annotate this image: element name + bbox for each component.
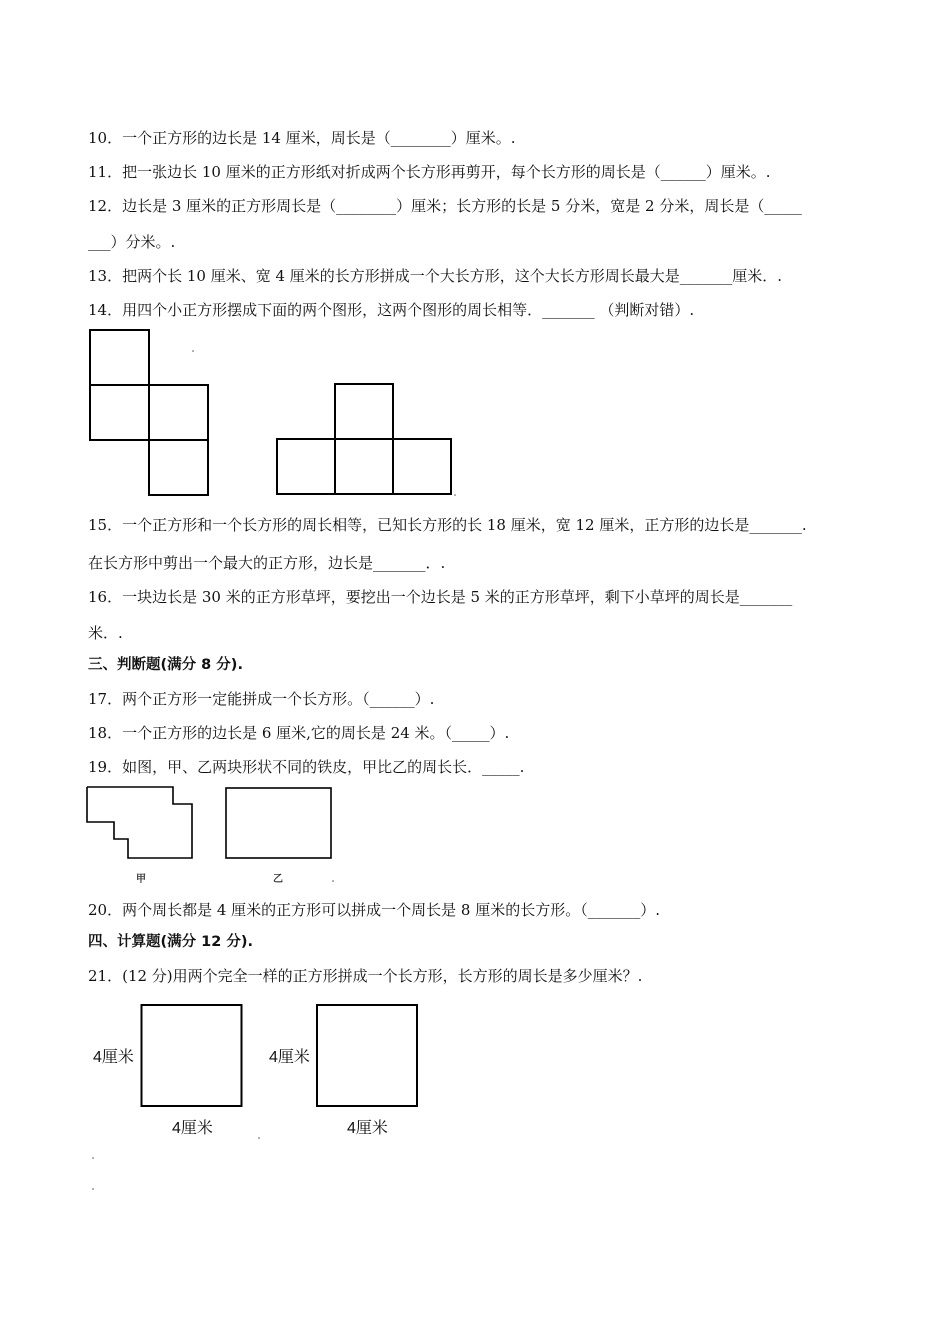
- shape-jia: [87, 787, 192, 858]
- paragraph-marks: [85, 1130, 275, 1200]
- left-shape-square-4: [149, 440, 208, 495]
- question-18: 18．一个正方形的边长是 6 厘米,它的周长是 24 米。（_____）.: [88, 724, 510, 742]
- question-16-line-1: 16．一块边长是 30 米的正方形草坪，要挖出一个边长是 5 米的正方形草坪，剩下小草坪的周长是_______: [88, 588, 793, 606]
- question-15-line-1: 15．一个正方形和一个长方形的周长相等，已知长方形的长 18 厘米，宽 12 厘米，正方形的边长是_______.: [88, 516, 807, 534]
- question-19: 19．如图，甲、乙两块形状不同的铁皮，甲比乙的周长长．_____.: [88, 758, 525, 776]
- square-2-side-label: 4厘米: [269, 1049, 310, 1066]
- question-20: 20．两个周长都是 4 厘米的正方形可以拼成一个周长是 8 厘米的长方形。（_______）.: [88, 901, 661, 919]
- square-1-bottom-label: 4厘米: [172, 1120, 213, 1137]
- left-shape-square-2: [90, 385, 149, 440]
- question-11: 11．把一张边长 10 厘米的正方形纸对折成两个长方形再剪开，每个长方形的周长是（______）厘米。.: [88, 163, 771, 181]
- square-2: [317, 1005, 417, 1106]
- right-shape-square-2: [335, 439, 393, 494]
- question-13: 13．把两个长 10 厘米、宽 4 厘米的长方形拼成一个大长方形，这个大长方形周长最大是_______厘米．.: [88, 267, 783, 285]
- question-17: 17．两个正方形一定能拼成一个长方形。（______）.: [88, 690, 435, 708]
- label-jia: 甲: [136, 874, 146, 885]
- square-1-side-label: 4厘米: [93, 1049, 134, 1066]
- square-1: [142, 1005, 242, 1106]
- shape-yi: [226, 788, 331, 858]
- question-14: 14．用四个小正方形摆成下面的两个图形，这两个图形的周长相等．_______ （判断对错）.: [88, 301, 695, 319]
- right-shape-square-3: [393, 439, 451, 494]
- right-shape-square-top: [335, 384, 393, 439]
- question-10: 10．一个正方形的边长是 14 厘米，周长是（________）厘米。.: [88, 129, 516, 147]
- question-12-line-2: ___）分米。.: [88, 233, 176, 251]
- question-14-figure: [80, 325, 480, 505]
- left-shape-square-3: [149, 385, 208, 440]
- question-15-line-2: 在长方形中剪出一个最大的正方形，边长是_______．.: [88, 554, 446, 572]
- question-19-figure: [80, 782, 350, 887]
- question-12-line-1: 12．边长是 3 厘米的正方形周长是（________）厘米；长方形的长是 5 分米，宽是 2 分米，周长是（_____: [88, 197, 802, 215]
- left-shape-square-1: [90, 330, 149, 385]
- section-4-heading: 四、计算题(满分 12 分).: [88, 934, 254, 950]
- square-2-bottom-label: 4厘米: [347, 1120, 388, 1137]
- section-3-heading: 三、判断题(满分 8 分).: [88, 657, 243, 673]
- right-shape-square-1: [277, 439, 335, 494]
- label-yi: 乙: [273, 874, 283, 885]
- question-21: 21．(12 分)用两个完全一样的正方形拼成一个长方形，长方形的周长是多少厘米？.: [88, 967, 643, 985]
- question-16-line-2: 米．.: [88, 624, 123, 642]
